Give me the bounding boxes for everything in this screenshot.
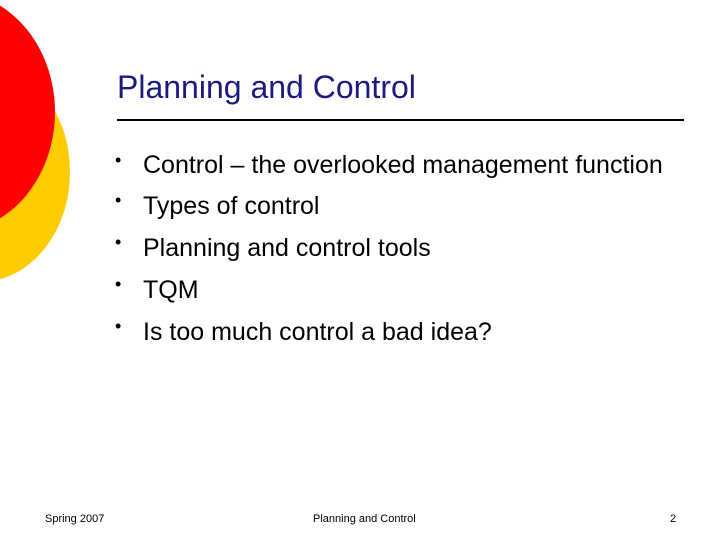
bullet-text: Types of control xyxy=(143,191,320,220)
bullet-item xyxy=(112,148,672,185)
page-number: 2 xyxy=(670,513,677,525)
bullet-item xyxy=(112,311,672,353)
bullet-list xyxy=(112,148,672,353)
bullet-icon: • xyxy=(115,273,122,294)
slide-title: Planning and Control xyxy=(117,69,416,105)
bullet-icon: • xyxy=(115,315,122,336)
footer-date: Spring 2007 xyxy=(45,513,105,525)
bullet-item xyxy=(112,269,672,311)
bullet-text: Control – the overlooked management function xyxy=(143,151,663,179)
bullet-icon: • xyxy=(115,150,122,170)
bullet-item xyxy=(112,185,672,227)
footer-title: Planning and Control xyxy=(313,513,416,525)
bullet-icon: • xyxy=(115,189,122,210)
bullet-text: Is too much control a bad idea? xyxy=(143,317,492,346)
bullet-text: TQM xyxy=(143,275,199,304)
bullet-item xyxy=(112,227,672,269)
title-underline xyxy=(117,119,684,121)
bullet-text: Planning and control tools xyxy=(143,233,431,262)
bullet-icon: • xyxy=(115,231,122,252)
